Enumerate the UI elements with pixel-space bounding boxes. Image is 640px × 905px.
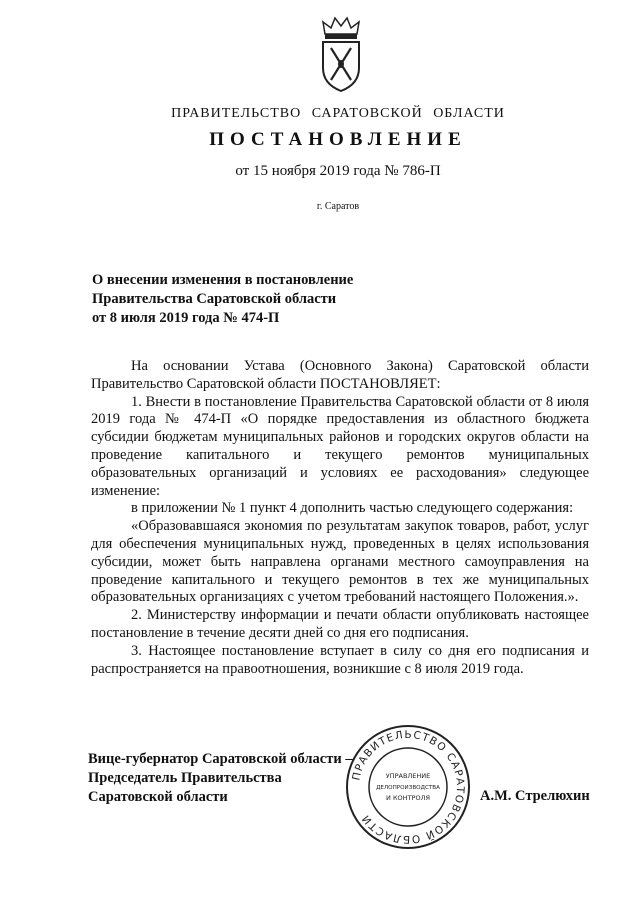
government-title: ПРАВИТЕЛЬСТВО САРАТОВСКОЙ ОБЛАСТИ: [171, 106, 505, 121]
stamp-center-line: И КОНТРОЛЯ: [386, 794, 430, 802]
subject-line: Правительства Саратовской области: [92, 291, 337, 307]
document-subject: [92, 271, 353, 328]
official-stamp: [344, 723, 472, 851]
saratov-coat-of-arms-icon: [315, 14, 367, 94]
document-city: г. Саратов: [316, 201, 360, 212]
signatory-position: [88, 750, 353, 807]
document-date-number: от 15 ноября 2019 года № 786-П: [235, 163, 441, 179]
body-paragraph-item-1: 1. Внести в постановление Правительства Саратовской области от 8 июля 2019 года № 474-П «О порядке предоставления из областного бюджета субсидии бюджетам муниципальных районов и городских округов области на проведение капитального и текущего ремонтов муниципальных образовательных организаций и условиях ее расходования» следующее изменение:: [91, 393, 589, 499]
subject-line: от 8 июля 2019 года № 474-П: [92, 310, 280, 326]
stamp-center-line: УПРАВЛЕНИЕ: [385, 772, 431, 780]
stamp-ring-text: ПРАВИТЕЛЬСТВО САРАТОВСКОЙ ОБЛАСТИ: [350, 728, 467, 846]
body-paragraph-preamble: На основании Устава (Основного Закона) Саратовской области Правительство Саратовской области ПОСТАНОВЛЯЕТ:: [91, 358, 589, 392]
signatory-name: А.М. Стрелюхин: [480, 788, 590, 804]
document-body: [91, 358, 589, 678]
body-paragraph-amendment-text: «Образовавшаяся экономия по результатам закупок товаров, работ, услуг для обеспечения муниципальных нужд, проведенных в целях использования субсидии, может быть направлена органами местного самоуправления на проведение капитального и текущего ремонтов в тех же муниципальных образовательных организациях с учетом требований настоящего Положения.».: [91, 518, 589, 606]
body-paragraph-item-3: 3. Настоящее постановление вступает в силу со дня его подписания и распространяется на правоотношения, возникшие с 8 июля 2019 года.: [91, 642, 589, 677]
subject-line: О внесении изменения в постановление: [92, 272, 354, 288]
body-paragraph-amendment-intro: в приложении № 1 пункт 4 дополнить частью следующего содержания:: [131, 500, 574, 517]
signatory-position-line: Саратовской области: [88, 789, 228, 805]
body-paragraph-item-2: 2. Министерству информации и печати области опубликовать настоящее постановление в течение десяти дней со дня его подписания.: [91, 607, 589, 641]
signatory-position-line: Вице-губернатор Саратовской области –: [88, 751, 353, 767]
signatory-position-line: Председатель Правительства: [88, 770, 282, 786]
document-type: ПОСТАНОВЛЕНИЕ: [209, 129, 467, 150]
stamp-center-line: ДЕЛОПРОИЗВОДСТВА: [376, 785, 440, 791]
